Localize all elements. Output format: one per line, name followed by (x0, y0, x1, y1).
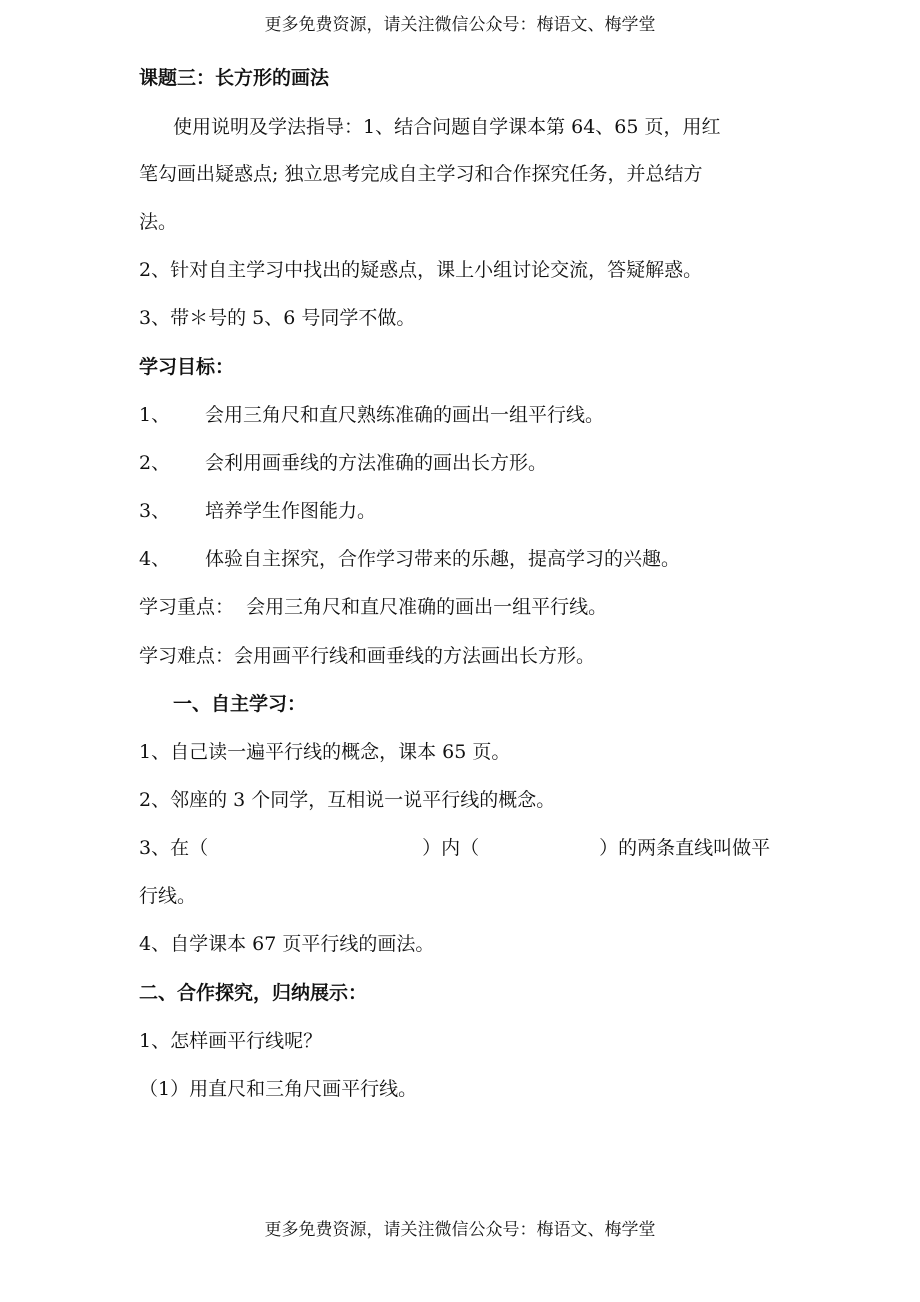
section-1-item-2: 2、邻座的 3 个同学，互相说一说平行线的概念。 (139, 789, 556, 811)
section-2-item-1: 1、怎样画平行线呢？ (139, 1030, 323, 1052)
key-point: 学习重点： 会用三角尺和直尺准确的画出一组平行线。 (139, 596, 608, 618)
section-1-item-3 (139, 836, 770, 860)
fill-blank-middle: ）内（ (422, 837, 480, 859)
instructions-item-2: 2、针对自主学习中找出的疑惑点，课上小组讨论交流，答疑解惑。 (139, 259, 703, 281)
section-1-item-3-continued: 行线。 (139, 885, 197, 907)
lesson-title: 课题三：长方形的画法 (139, 67, 330, 89)
section-1-heading: 一、自主学习： (173, 693, 307, 715)
instructions-line-1: 使用说明及学法指导：1、结合问题自学课本第 64、65 页，用红 (173, 116, 721, 138)
page-footer: 更多免费资源，请关注微信公众号：梅语文、梅学堂 (264, 1220, 656, 1240)
section-1-item-4: 4、自学课本 67 页平行线的画法。 (139, 933, 435, 955)
goal-number: 4、 (139, 548, 171, 570)
instructions-line-2: 笔勾画出疑惑点; 独立思考完成自主学习和合作探究任务，并总结方 (139, 163, 703, 185)
goal-text: 培养学生作图能力。 (205, 500, 377, 522)
goal-number: 2、 (139, 452, 171, 474)
fill-blank-prefix: 3、在（ (139, 837, 209, 859)
goal-text: 会用三角尺和直尺熟练准确的画出一组平行线。 (205, 404, 605, 426)
goals-heading: 学习目标： (139, 356, 235, 378)
fill-blank-suffix: ）的两条直线叫做平 (599, 837, 771, 859)
section-1-item-1: 1、自己读一遍平行线的概念，课本 65 页。 (139, 741, 511, 763)
goal-number: 3、 (139, 500, 171, 522)
goal-text: 会利用画垂线的方法准确的画出长方形。 (205, 452, 548, 474)
goal-text: 体验自主探究，合作学习带来的乐趣，提高学习的兴趣。 (205, 548, 681, 570)
section-2-heading: 二、合作探究，归纳展示： (139, 982, 368, 1004)
goal-item (139, 403, 604, 427)
instructions-item-3: 3、带＊号的 5、6 号同学不做。 (139, 307, 416, 329)
instructions-line-3: 法。 (139, 211, 178, 233)
goal-item (139, 499, 376, 523)
section-2-subitem-1: （1）用直尺和三角尺画平行线。 (139, 1078, 418, 1100)
difficult-point: 学习难点：会用画平行线和画垂线的方法画出长方形。 (139, 645, 596, 667)
page-header: 更多免费资源，请关注微信公众号：梅语文、梅学堂 (264, 15, 656, 35)
goal-item (139, 547, 680, 571)
goal-number: 1、 (139, 404, 171, 426)
goal-item (139, 451, 547, 475)
